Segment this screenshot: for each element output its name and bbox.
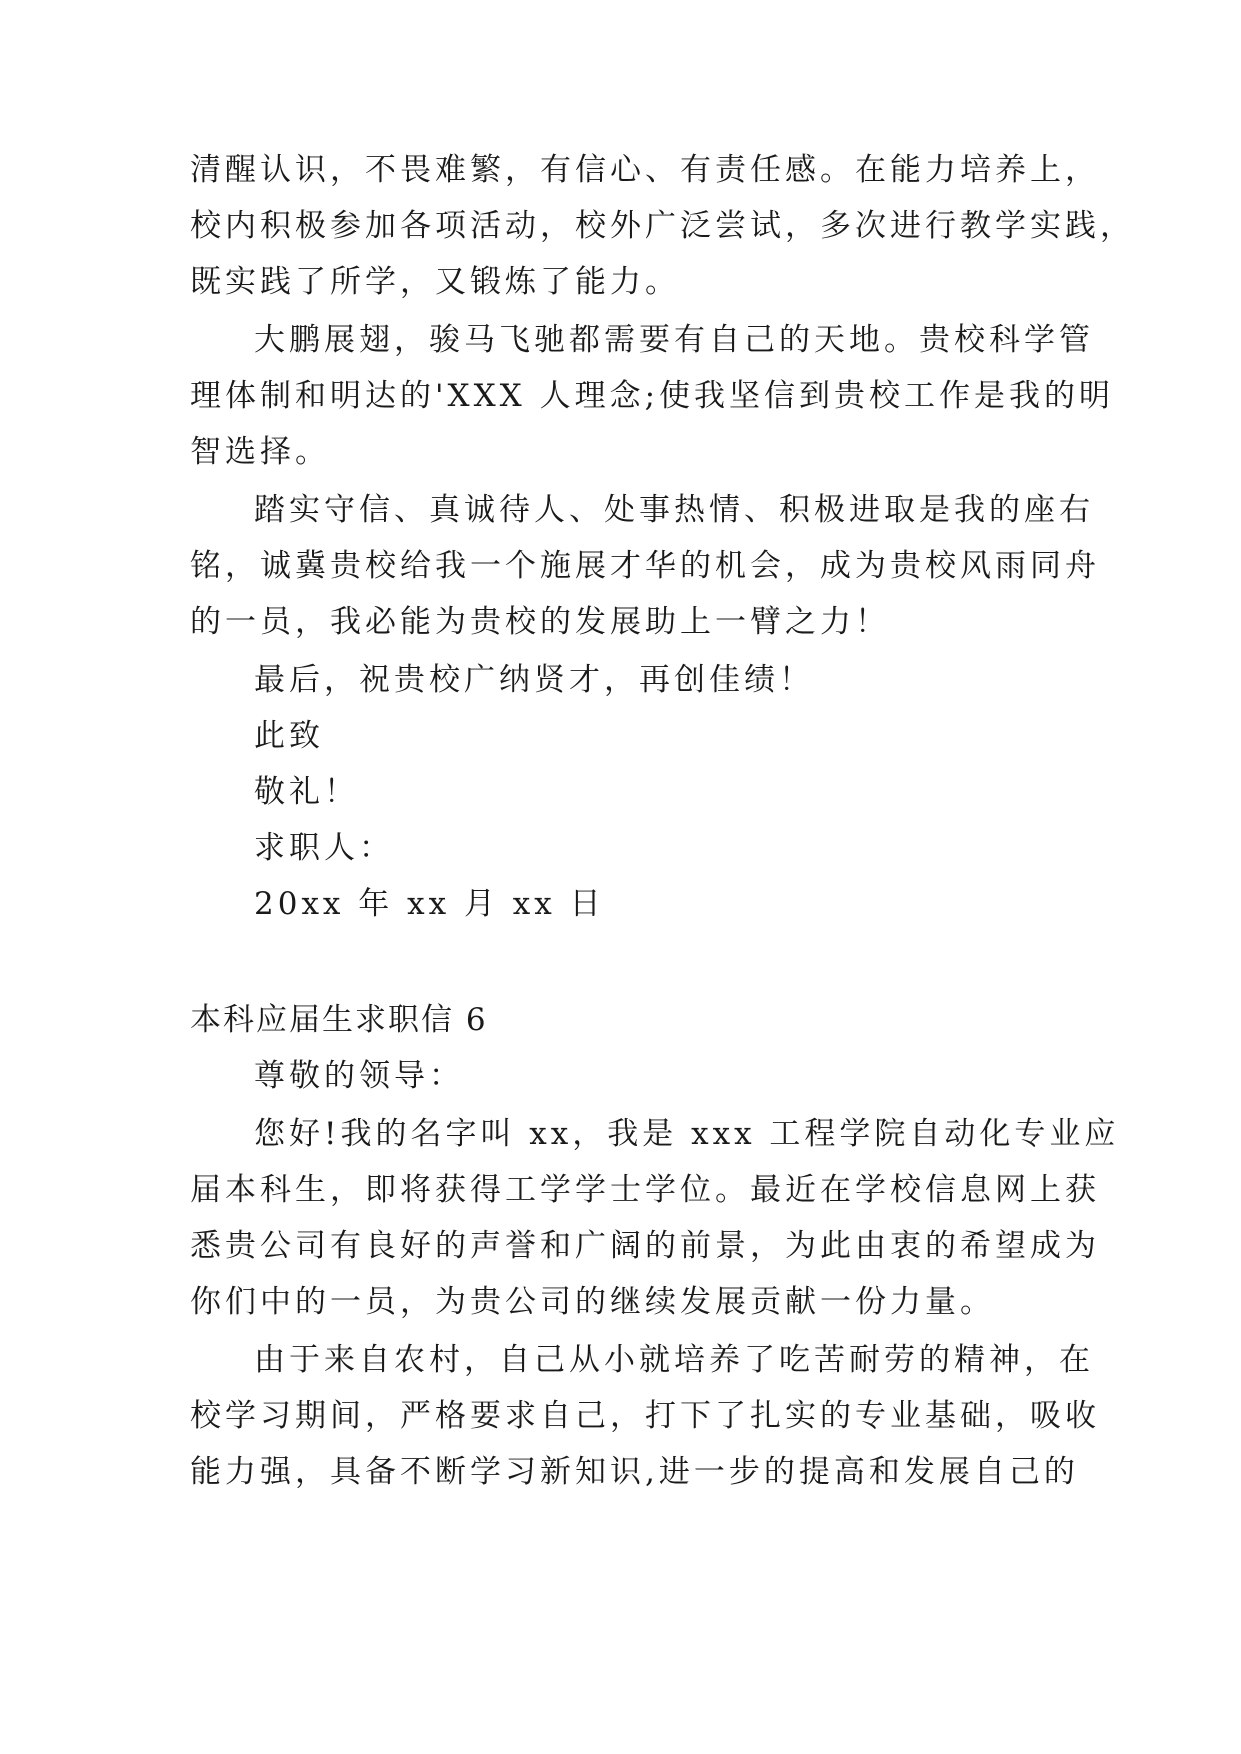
text-line: 你们中的一员，为贵公司的继续发展贡献一份力量。 (190, 1284, 995, 1320)
text-line: 届本科生，即将获得工学学士学位。最近在学校信息网上获 (190, 1172, 1100, 1208)
text-line: 的一员，我必能为贵校的发展助上一臂之力！ (190, 604, 890, 640)
text-line: 既实践了所学，又锻炼了能力。 (190, 264, 680, 300)
text-line: 由于来自农村，自己从小就培养了吃苦耐劳的精神，在 (254, 1342, 1094, 1378)
salutation-line: 敬礼！ (254, 774, 359, 810)
text-line: 校内积极参加各项活动，校外广泛尝试，多次进行教学实践， (190, 208, 1135, 244)
greeting-line: 尊敬的领导： (254, 1058, 464, 1094)
text-line: 您好!我的名字叫 xx，我是 xxx 工程学院自动化专业应 (254, 1116, 1120, 1152)
signer-label: 求职人： (254, 830, 394, 866)
text-line: 能力强，具备不断学习新知识,进一步的提高和发展自己的 (190, 1454, 1079, 1490)
section-title: 本科应届生求职信 6 (190, 1002, 488, 1038)
text-line: 清醒认识，不畏难繁，有信心、有责任感。在能力培养上， (190, 152, 1100, 188)
closing-wish: 最后，祝贵校广纳贤才，再创佳绩！ (254, 662, 814, 698)
date-line: 20xx 年 xx 月 xx 日 (254, 886, 605, 922)
text-line: 铭，诚冀贵校给我一个施展才华的机会，成为贵校风雨同舟 (190, 548, 1100, 584)
salutation-line: 此致 (254, 718, 324, 754)
text-line: 理体制和明达的'XXX 人理念;使我坚信到贵校工作是我的明 (190, 378, 1115, 414)
text-line: 踏实守信、真诚待人、处事热情、积极进取是我的座右 (254, 492, 1094, 528)
text-line: 悉贵公司有良好的声誉和广阔的前景，为此由衷的希望成为 (190, 1228, 1100, 1264)
text-line: 校学习期间，严格要求自己，打下了扎实的专业基础，吸收 (190, 1398, 1100, 1434)
text-line: 智选择。 (190, 434, 330, 470)
text-line: 大鹏展翅，骏马飞驰都需要有自己的天地。贵校科学管 (254, 322, 1094, 358)
